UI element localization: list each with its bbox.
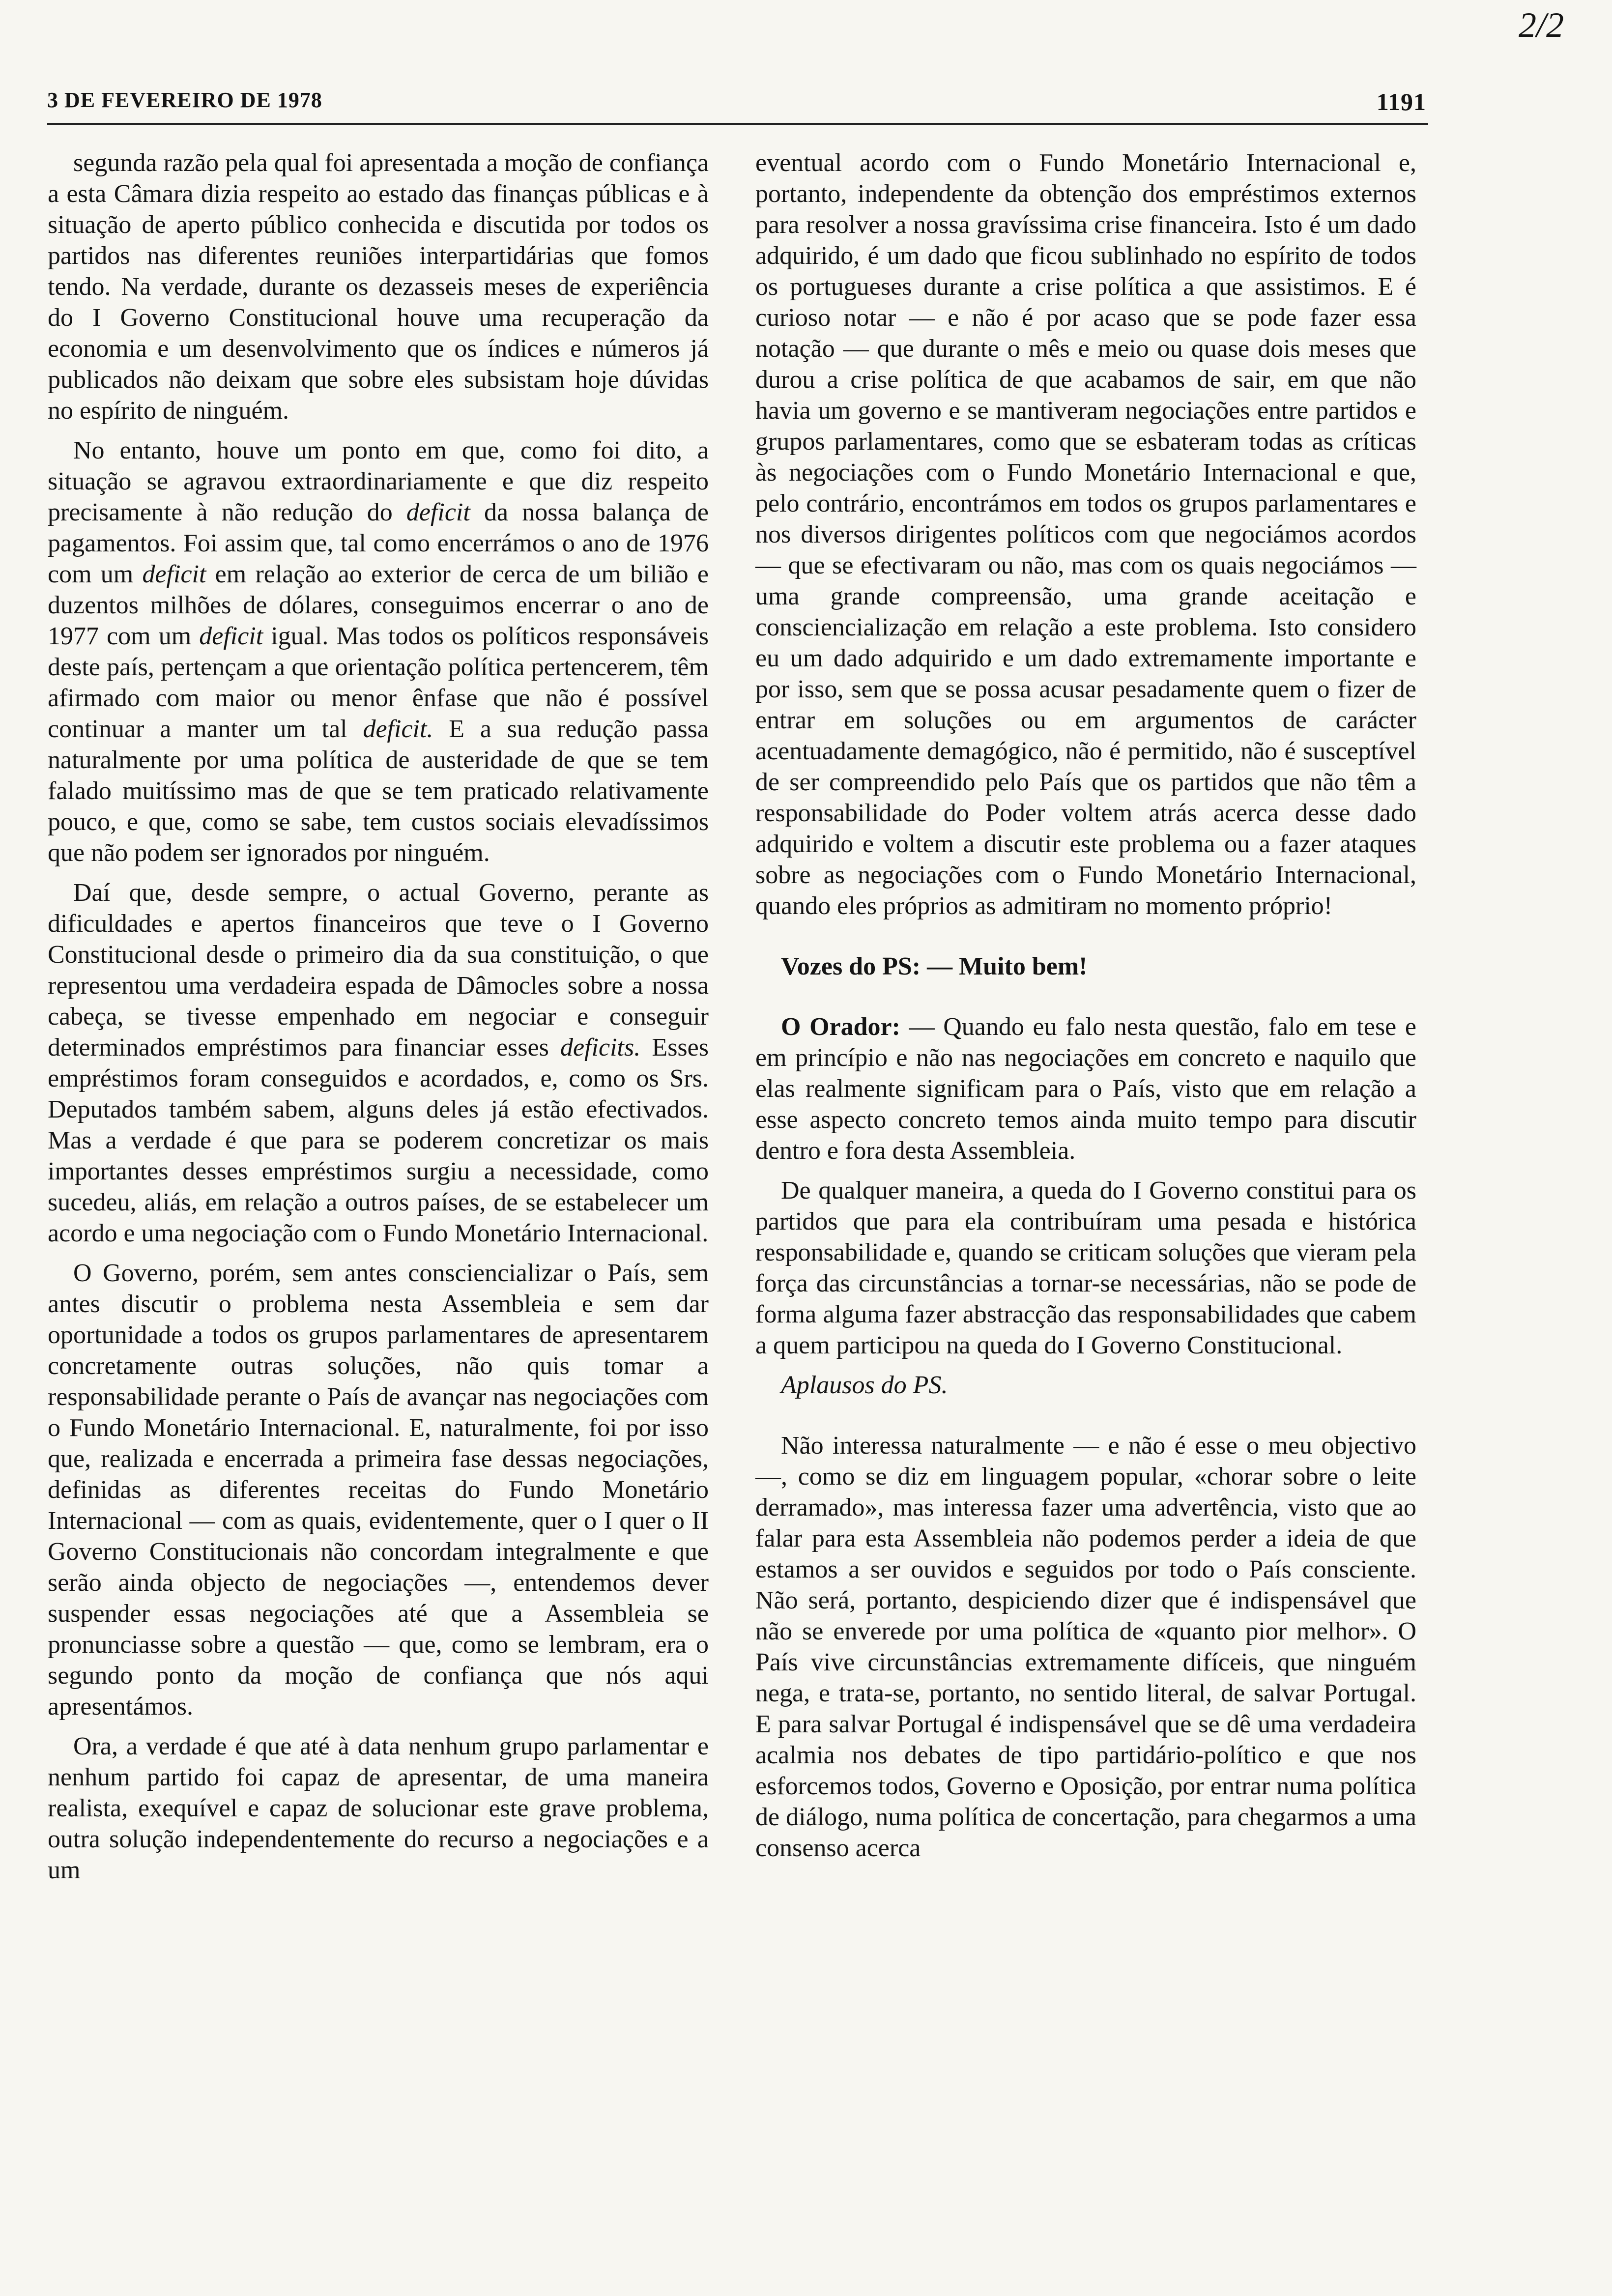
left-column — [48, 147, 709, 1894]
paragraph — [755, 1370, 1416, 1401]
paragraph-text: Não interessa naturalmente — e não é esse o meu objectivo —, como se diz em linguagem popular, «chorar sobre o leite derramado», mas interessa fazer uma advertência, visto que ao falar para esta Assembleia não podemos perder a ideia de que estamos a ser ouvidos e seguidos por todo o País consciente. Não será, portanto, despiciendo dizer que é indispensável que não se enverede por uma política de «quanto pior melhor». O País vive circunstâncias extremamente difíceis, que ninguém nega, e trata-se, portanto, no sentido literal, de salvar Portugal. E para salvar Portugal é indispensável que se dê uma verdadeira acalmia nos debates de tipo partidário-político e que nos esforcemos todos, Governo e Oposição, por entrar numa política de diálogo, numa política de concertação, para chegarmos a uma consenso acerca — [755, 1432, 1416, 1862]
italic-text: deficit — [199, 622, 263, 650]
paragraph-text: em relação ao exterior de cerca de um bilião e duzentos milhões de dólares, conseguimos encerrar o ano de 1977 com um — [48, 560, 709, 650]
paragraph — [755, 951, 1416, 982]
paragraph-text: — Quando eu falo nesta questão, falo em tese e em princípio e não nas negociações em concreto e naquilo que elas realmente significam para o País, visto que em relação a esse aspecto concreto temos ainda muito tempo para discutir dentro e fora desta Assembleia. — [755, 1013, 1416, 1165]
paragraph — [48, 1731, 709, 1886]
speaker-label: Vozes do PS: — Muito bem! — [781, 952, 1088, 980]
italic-text: deficit — [142, 560, 206, 588]
paragraph — [48, 1258, 709, 1722]
italic-text: Aplausos do PS. — [781, 1371, 948, 1399]
paragraph — [755, 1175, 1416, 1361]
italic-text: deficit. — [363, 715, 433, 743]
paragraph-text: eventual acordo com o Fundo Monetário Internacional e, portanto, independente da obtenção dos empréstimos externos para resolver a nossa gravíssima crise financeira. Isto é um dado adquirido, é um dado que ficou sublinhado no espírito de todos os portugueses durante a crise política a que assistimos. E é curioso notar — e não é por acaso que se pode fazer essa notação — que durante o mês e meio ou quase dois meses que durou a crise política de que acabamos de sair, em que não havia um governo e se mantiveram negociações entre partidos e grupos parlamentares, como que se esbateram todas as críticas às negociações com o Fundo Monetário Internacional e que, pelo contrário, encontrámos em todos os grupos parlamentares e nos diversos dirigentes políticos com que negociámos acordos — que se efectivaram ou não, mas com os quais negociámos — uma grande compreensão, uma grande aceitação e consciencialização em relação a este problema. Isto considero eu um dado adquirido e um dado extremamente importante e por isso, sem que se possa acusar pesadamente quem o fizer de entrar em soluções ou em argumentos de carácter acentuadamente demagógico, não é permitido, não é susceptível de ser compreendido pelo País que os partidos que não têm a responsabilidade do Poder voltem atrás acerca desse dado adquirido e voltem a discutir este problema ou a fazer ataques sobre as negociações com o Fundo Monetário Internacional, quando eles próprios as admitiram no momento próprio! — [755, 149, 1416, 920]
paragraph — [755, 1430, 1416, 1864]
paragraph-text: segunda razão pela qual foi apresentada a moção de confiança a esta Câmara dizia respeito ao estado das finanças públicas e à situação de aperto público conhecida e discutida por todos os partidos nas diferentes reuniões interpartidárias que fomos tendo. Na verdade, durante os dezasseis meses de experiência do I Governo Constitucional houve uma recuperação da economia e um desenvolvimento que os índices e números já publicados não deixam que sobre eles subsistam hoje dúvidas no espírito de ninguém. — [48, 149, 709, 425]
paragraph-text: No entanto, houve um ponto em que, como foi dito, a situação se agravou extraordinariamente e que diz respeito precisamente à não redução do — [48, 436, 709, 526]
paragraph — [48, 147, 709, 426]
header-date: 3 DE FEVEREIRO DE 1978 — [47, 88, 322, 112]
paragraph — [48, 877, 709, 1249]
paragraph — [48, 435, 709, 868]
paragraph-text: Esses empréstimos foram conseguidos e acordados, e, como os Srs. Deputados também sabem, alguns deles já estão efectivados. Mas a verdade é que para se poderem concretizar os mais importantes desses empréstimos surgiu a necessidade, como sucedeu, aliás, em relação a outros países, de se estabelecer um acordo e uma negociação com o Fundo Monetário Internacional. — [48, 1033, 709, 1247]
paragraph — [755, 1011, 1416, 1166]
page-corner-mark: 2/2 — [1519, 5, 1564, 45]
header-rule — [47, 123, 1428, 125]
page-number: 1191 — [1376, 88, 1426, 115]
paragraph-text: De qualquer maneira, a queda do I Governo constitui para os partidos que para ela contribuíram uma pesada e histórica responsabilidade e, quando se criticam soluções que vieram pela força das circunstâncias a tornar-se necessárias, não se pode de forma alguma fazer abstracção das responsabilidades que cabem a quem participou na queda do I Governo Constitucional. — [755, 1177, 1416, 1359]
paragraph-text: da nossa balança de pagamentos. Foi assim que, tal como encerrámos o ano de 1976 com um — [48, 498, 709, 588]
paragraph-text: Ora, a verdade é que até à data nenhum grupo parlamentar e nenhum partido foi capaz de apresentar, de uma maneira realista, exequível e capaz de solucionar este grave problema, outra solução independentemente do recurso a negociações e a um — [48, 1732, 709, 1884]
paragraph-text: Daí que, desde sempre, o actual Governo, perante as dificuldades e apertos financeiros que teve o I Governo Constitucional desde o primeiro dia da sua constituição, o que representou uma verdadeira espada de Dâmocles sobre a nossa cabeça, se tivesse empenhado em negociar e conseguir determinados empréstimos para financiar esses — [48, 879, 709, 1062]
paragraph — [755, 147, 1416, 921]
paragraph-text: igual. Mas todos os políticos responsáveis deste país, pertençam a que orientação política pertencerem, têm afirmado com maior ou menor ênfase que não é possível continuar a manter um tal — [48, 622, 709, 743]
right-column — [755, 147, 1416, 1872]
paragraph-text: E a sua redução passa naturalmente por uma política de austeridade de que se tem falado muitíssimo mas de que se tem praticado relativamente pouco, e que, como se sabe, tem custos sociais elevadíssimos que não podem ser ignorados por ninguém. — [48, 715, 709, 867]
italic-text: deficits. — [560, 1033, 641, 1062]
paragraph-text: O Governo, porém, sem antes consciencializar o País, sem antes discutir o problema nesta Assembleia e sem dar oportunidade a todos os grupos parlamentares de apresentarem concretamente outras soluções, não quis tomar a responsabilidade perante o País de avançar nas negociações com o Fundo Monetário Internacional. E, naturalmente, foi por isso que, realizada e encerrada a primeira fase dessas negociações, definidas as diferentes receitas do Fundo Monetário Internacional — com as quais, evidentemente, quer o I quer o II Governo Constitucionais não concordam integralmente e que serão ainda objecto de negociações —, entendemos dever suspender essas negociações até que a Assembleia se pronunciasse sobre a questão — que, como se lembram, era o segundo ponto da moção de confiança que nós aqui apresentámos. — [48, 1259, 709, 1721]
speaker-label: O Orador: — [781, 1013, 900, 1041]
italic-text: deficit — [406, 498, 470, 526]
